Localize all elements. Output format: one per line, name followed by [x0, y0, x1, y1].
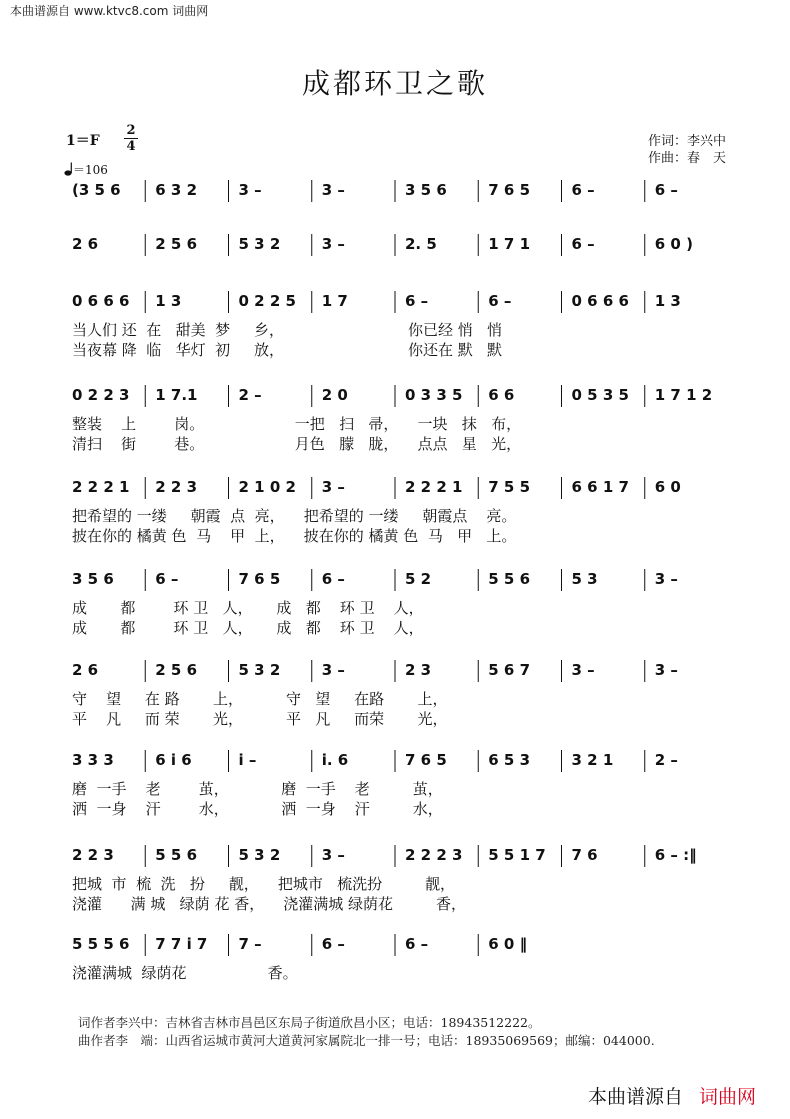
measure: i. 6 — [321, 751, 349, 769]
time-signature-bottom: 4 — [126, 139, 136, 154]
measure: 1 3 — [155, 292, 182, 310]
measure: 7 6 5 — [488, 181, 531, 199]
lyric-line: 把城 市 梳 洗 扮 靓， 把城市 梳洗扮 靓， — [72, 875, 456, 893]
notation-row — [66, 475, 732, 501]
measure: 3 – — [238, 181, 262, 199]
measure: 2 – — [654, 751, 678, 769]
measure: 3 2 1 — [571, 751, 614, 769]
time-signature-top: 2 — [126, 123, 136, 138]
measure: 6 6 1 7 — [571, 478, 629, 496]
measure: i – — [238, 751, 257, 769]
lyric-line: 成 都 环 卫 人， 成 都 环 卫 人， — [72, 619, 424, 637]
measure: 1 3 — [654, 292, 681, 310]
measure: 5 3 2 — [238, 661, 281, 679]
measure: 5 3 2 — [238, 846, 281, 864]
measure: 5 5 1 7 — [488, 846, 546, 864]
measure: 6 i 6 — [155, 751, 192, 769]
measure: 6 – :‖ — [654, 846, 697, 864]
measure: 6 – — [488, 292, 512, 310]
measure: 3 – — [571, 661, 595, 679]
song-title: 成都环卫之歌 — [301, 67, 488, 100]
lyric-line: 浇灌 满 城 绿荫 花 香， 浇灌满城 绿荫花 香， — [72, 895, 466, 913]
lyric-line: 披在你的 橘黄 色 马 甲 上， 披在你的 橘黄 色 马 甲 上。 — [72, 527, 517, 545]
measure: 0 3 3 5 — [405, 386, 463, 404]
notation-row — [66, 843, 732, 869]
measure: 5 2 — [405, 570, 432, 588]
measure: 2. 5 — [405, 235, 437, 253]
measure: (3 5 6 — [72, 181, 121, 199]
measure: 2 0 — [321, 386, 348, 404]
notation-row — [66, 567, 732, 593]
measure: 2 5 6 — [155, 661, 198, 679]
tempo-value: ＝106 — [73, 163, 108, 177]
measure: 5 5 5 6 — [72, 935, 130, 953]
measure: 2 2 3 — [72, 846, 114, 864]
time-signature — [124, 124, 138, 153]
measure: 0 2 2 5 — [238, 292, 296, 310]
measure: 3 – — [654, 661, 678, 679]
lyric-line: 清扫 街 巷。 月色 朦 胧， 点点 星 光， — [72, 435, 522, 453]
measure: 7 – — [238, 935, 262, 953]
notation-row — [66, 383, 732, 409]
measure: 6 – — [405, 935, 429, 953]
measure: 6 – — [321, 570, 345, 588]
notation-row — [66, 748, 732, 774]
measure: 1 7 — [321, 292, 348, 310]
notation-row — [66, 932, 732, 958]
quarter-note-icon — [64, 162, 73, 176]
brand-left: 本曲谱源自 — [587, 1086, 683, 1108]
measure: 3 5 6 — [405, 181, 447, 199]
measure: 3 – — [321, 661, 345, 679]
measure: 0 5 3 5 — [571, 386, 629, 404]
lyric-line: 浇灌满城 绿荫花 香。 — [72, 964, 298, 982]
measure: 6 – — [405, 292, 429, 310]
measure: 6 0 — [654, 478, 681, 496]
measure: 3 – — [654, 570, 678, 588]
measure: 0 2 2 3 — [72, 386, 130, 404]
footer-composer-line: 曲作者李 端：山西省运城市黄河大道黄河家属院北一排一号；电话：18935069569；邮编：044000. — [78, 1033, 655, 1048]
measure: 7 5 5 — [488, 478, 531, 496]
measure: 1 7 1 2 — [654, 386, 713, 404]
measure: 5 6 7 — [488, 661, 531, 679]
measure: 6 5 3 — [488, 751, 531, 769]
measure: 5 5 6 — [488, 570, 531, 588]
notation-row — [66, 178, 732, 204]
measure: 3 – — [321, 181, 345, 199]
measure: 5 5 6 — [155, 846, 198, 864]
measure: 3 – — [321, 235, 345, 253]
notation-row — [66, 658, 732, 684]
composer: 作曲：春 天 — [647, 151, 726, 166]
measure: 2 1 0 2 — [238, 478, 296, 496]
measure: 5 3 2 — [238, 235, 281, 253]
measure: 2 2 2 1 — [72, 478, 130, 496]
lyric-line: 平 凡 而 荣 光， 平 凡 而荣 光， — [72, 710, 448, 728]
measure: 2 2 3 — [155, 478, 198, 496]
measure: 2 5 6 — [155, 235, 198, 253]
measure: 2 6 — [72, 661, 99, 679]
measure: 3 – — [321, 478, 345, 496]
notation-row — [66, 232, 732, 258]
credits — [648, 133, 726, 167]
measure: 2 3 — [405, 661, 432, 679]
tempo-marking — [64, 161, 108, 178]
measure: 2 6 — [72, 235, 99, 253]
measure: 6 – — [654, 181, 678, 199]
brand — [588, 1082, 756, 1109]
footer-info — [78, 1014, 655, 1050]
measure: 1 7 1 — [488, 235, 531, 253]
measure: 6 – — [155, 570, 179, 588]
lyric-line: 当夜幕 降 临 华灯 初 放， 你还在 默 默 — [72, 341, 503, 359]
measure: 6 0 ‖ — [488, 935, 528, 953]
measure: 5 3 — [571, 570, 598, 588]
measure: 0 6 6 6 — [72, 292, 130, 310]
measure: 1 7.1 — [155, 386, 198, 404]
measure: 0 6 6 6 — [571, 292, 629, 310]
measure: 2 2 2 1 — [405, 478, 463, 496]
measure: 2 2 2 3 — [405, 846, 463, 864]
measure: 7 6 5 — [238, 570, 281, 588]
lyric-line: 整装 上 岗。 一把 扫 帚， 一块 抹 布， — [72, 415, 522, 433]
lyricist: 作词：李兴中 — [647, 134, 726, 149]
measure: 3 3 3 — [72, 751, 114, 769]
measure: 6 3 2 — [155, 181, 198, 199]
measure: 6 – — [571, 181, 595, 199]
lyric-line: 洒 一身 汗 水， 洒 一身 汗 水， — [72, 800, 443, 818]
measure: 6 – — [571, 235, 595, 253]
lyric-line: 磨 一手 老 茧， 磨 一手 老 茧， — [72, 780, 443, 798]
measure: 7 6 5 — [405, 751, 447, 769]
key-signature: 1＝F — [66, 133, 100, 149]
measure: 3 – — [321, 846, 345, 864]
measure: 6 6 — [488, 386, 515, 404]
measure: 3 5 6 — [72, 570, 114, 588]
lyric-line: 把希望的 一缕 朝霞 点 亮， 把希望的 一缕 朝霞点 亮。 — [72, 507, 517, 525]
measure: 7 6 — [571, 846, 598, 864]
measure: 7 7 i 7 — [155, 935, 208, 953]
brand-right: 词曲网 — [698, 1086, 756, 1108]
watermark-top: 本曲谱源自 www.ktvc8.com 词曲网 — [10, 4, 209, 18]
notation-row — [66, 289, 732, 315]
measure: 6 0 ) — [654, 235, 693, 253]
measure: 6 – — [321, 935, 345, 953]
footer-lyricist-line: 词作者李兴中：吉林省吉林市昌邑区东局子街道欣昌小区；电话：18943512222。 — [78, 1015, 541, 1030]
lyric-line: 守 望 在 路 上， 守 望 在路 上， — [72, 690, 448, 708]
measure: 2 – — [238, 386, 262, 404]
lyric-line: 成 都 环 卫 人， 成 都 环 卫 人， — [72, 599, 424, 617]
lyric-line: 当人们 还 在 甜美 梦 乡， 你已经 悄 悄 — [72, 321, 503, 339]
